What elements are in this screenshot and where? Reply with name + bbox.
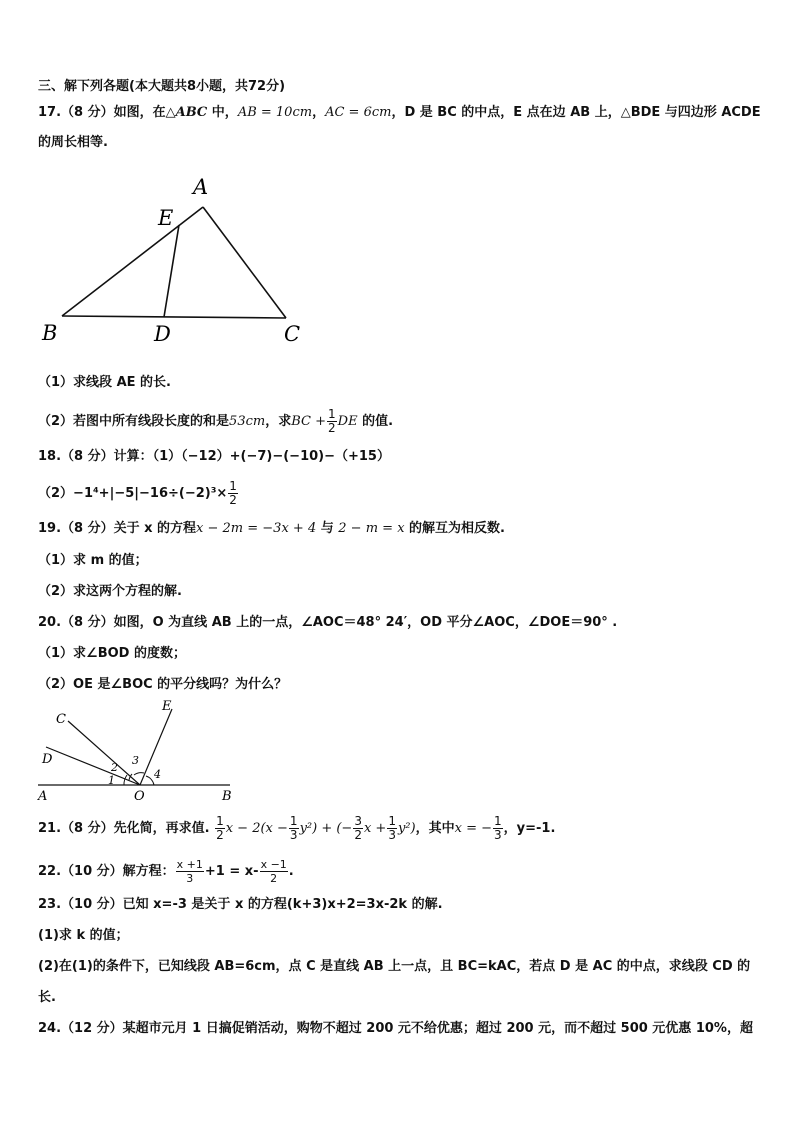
angle-diagram xyxy=(30,697,250,805)
ray-label-c: C xyxy=(56,712,66,727)
angle-label-4: 4 xyxy=(154,768,161,781)
q17-line2: 的周长相等. xyxy=(38,135,108,150)
point-label-b: B xyxy=(222,789,232,804)
q22-line: 22.（10 分）解方程： $\frac{x +1}{3}$ +1 = x- $\frac{x -1}{2}$ . xyxy=(38,858,294,885)
q20-line1: 20.（8 分）如图，O 为直线 AB 上的一点，∠AOC＝48° 24′，OD 平分∠AOC，∠DOE＝90° . xyxy=(38,615,618,630)
q23-sub2: (2)在(1)的条件下，已知线段 AB=6cm，点 C 是直线 AB 上一点，且 BC=kAC，若点 D 是 AC 的中点，求线段 CD 的 xyxy=(38,959,751,974)
vertex-label-a: A xyxy=(193,175,209,199)
q23-sub2-cont: 长. xyxy=(38,990,56,1005)
vertex-label-e: E xyxy=(158,206,174,230)
q23-sub1: (1)求 k 的值； xyxy=(38,928,129,943)
vertex-label-b: B xyxy=(42,321,58,345)
q19-sub1: （1）求 m 的值； xyxy=(38,553,148,568)
point-label-o: O xyxy=(134,789,145,804)
vertex-label-c: C xyxy=(284,322,301,346)
angle-label-2: 2 xyxy=(111,761,118,774)
q20-sub2: （2）OE 是∠BOC 的平分线吗？为什么？ xyxy=(38,677,288,692)
angle-label-3: 3 xyxy=(132,754,139,767)
q20-sub1: （1）求∠BOD 的度数； xyxy=(38,646,186,661)
q17-line1: 17.（8 分）如图，在△ABC 中，AB = 10cm，AC = 6cm，D 是 BC 的中点，E 点在边 AB 上，△BDE 与四边形 ACDE xyxy=(38,105,761,120)
q19-line1: 19.（8 分）关于 x 的方程x − 2m = −3x + 4 与 2 − m = x 的解互为相反数. xyxy=(38,521,505,536)
vertex-label-d: D xyxy=(154,322,171,346)
ray-label-d: D xyxy=(42,752,53,767)
q18-line1: 18.（8 分）计算：（1）（−12）+(−7)−(−10)−（+15） xyxy=(38,449,390,464)
angle-label-1: 1 xyxy=(108,774,115,787)
q18-line2: （2）−1⁴+|−5|−16÷(−2)³× $\frac{1}{2}$ xyxy=(38,479,237,507)
q23-line1: 23.（10 分）已知 x=-3 是关于 x 的方程(k+3)x+2=3x-2k 的解. xyxy=(38,897,443,912)
q21-line: 21.（8 分）先化简，再求值. $\frac{1}{2}$ x − 2(x − $\frac{1}{3}$ y²) + (− $\frac{3}{2}$ x + $\frac{1}{3}$ y²)，其中x = − $\frac{1}{3}$ ，y=-1. xyxy=(38,814,556,842)
q24-line1: 24.（12 分）某超市元月 1 日搞促销活动，购物不超过 200 元不给优惠；超过 200 元，而不超过 500 元优惠 10%，超 xyxy=(38,1021,753,1036)
triangle-diagram xyxy=(30,170,320,355)
section-title: 三、解下列各题(本大题共8小题，共72分) xyxy=(38,79,286,94)
q17-sub2: （2）若图中所有线段长度的和是53cm，求BC + $\frac{1}{2}$ DE 的值. xyxy=(38,407,394,435)
q17-sub1: （1）求线段 AE 的长. xyxy=(38,375,171,390)
point-label-a: A xyxy=(38,789,48,804)
ray-label-e: E xyxy=(162,699,172,714)
q19-sub2: （2）求这两个方程的解. xyxy=(38,584,182,599)
